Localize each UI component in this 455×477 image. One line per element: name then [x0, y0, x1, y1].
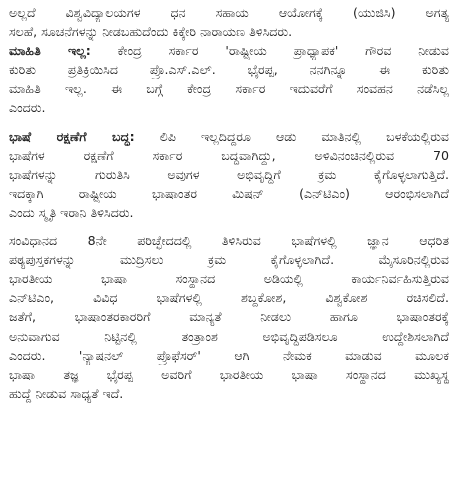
- article-line: ಅನುವಾಗುವ ನಿಟ್ಟಿನಲ್ಲಿ ತಂತ್ರಾಂಶ ಅಭಿವೃದ್ಧಿಪಡಿಸಲೂ ಉದ್ದೇಶಿಸಲಾಗಿದೆ: [9, 328, 449, 344]
- article-line: ಸಲಹೆ, ಸೂಚನೆಗಳನ್ನು ನೀಡಬಹುದೆಂದು ಕಿಕ್ಕೇರಿ ನಾರಾಯಣ ತಿಳಿಸಿದರು.: [9, 24, 293, 40]
- article-line: ಎಂದರು. 'ನ್ಯಾಷನಲ್ ಪ್ರೊಫೆಸರ್' ಆಗಿ ನೇಮಕ ಮಾಡುವ ಮೂಲಕ: [9, 347, 449, 363]
- paragraph-translation-mission: [9, 231, 449, 403]
- article-line: ಭಾಷೆಗಳ ರಕ್ಷಣೆಗೆ ಸರ್ಕಾರ ಬದ್ಧವಾಗಿದ್ದು, ಅಳಿವಿನಂಚಿನಲ್ಲಿರುವ 70: [9, 147, 449, 163]
- article-line: ಪಠ್ಯಪುಸ್ತಕಗಳನ್ನು ಮುದ್ರಿಸಲು ಕ್ರಮ ಕೈಗೊಳ್ಳಲಾಗಿದೆ. ಮೈಸೂರಿನಲ್ಲಿರುವ: [9, 252, 449, 268]
- article-line: ಇದಕ್ಕಾಗಿ ರಾಷ್ಟ್ರೀಯ ಭಾಷಾಂತರ ಮಿಷನ್ (ಎನ್‌ಟಿಎಂ) ಆರಂಭಿಸಲಾಗಿದೆ: [9, 185, 449, 201]
- article-line: ಭಾಷೆಗಳನ್ನು ಗುರುತಿಸಿ ಅವುಗಳ ಅಭಿವೃದ್ಧಿಗೆ ಕ್ರಮ ಕೈಗೊಳ್ಳಲಾಗುತ್ತಿದೆ.: [9, 166, 449, 182]
- article-line: ಮಾಹಿತಿ ಇಲ್ಲ. ಈ ಬಗ್ಗೆ ಕೇಂದ್ರ ಸರ್ಕಾರ ಇದುವರೆಗೆ ಸಂವಹನ ನಡೆಸಿಲ್ಲ: [9, 81, 449, 97]
- paragraph-no-information: [9, 41, 449, 117]
- article-line: ಕುರಿತು ಪ್ರತಿಕ್ರಿಯಿಸಿದ ಪ್ರೊ.ಎಸ್.ಎಲ್. ಭೈರಪ್ಪ, ನನಗಿನ್ನೂ ಈ ಕುರಿತು: [9, 62, 449, 78]
- article-line: ಎನ್‌ಟಿಎಂ, ವಿವಿಧ ಭಾಷೆಗಳಲ್ಲಿ ಶಬ್ದಕೋಶ, ವಿಶ್ವಕೋಶ ರಚಿಸಲಿದೆ.: [9, 290, 449, 306]
- article-line: ಭಾಷಾ ತಜ್ಞ ಭೈರಪ್ಪ ಅವರಿಗೆ ಭಾರತೀಯ ಭಾಷಾ ಸಂಸ್ಥಾನದ ಮುಖ್ಯಸ್ಥ: [9, 366, 449, 382]
- article-line: ಅಲ್ಲದೆ ವಿಶ್ವವಿದ್ಯಾಲಯಗಳ ಧನ ಸಹಾಯ ಆಯೋಗಕ್ಕೆ (ಯುಜಿಸಿ) ಅಗತ್ಯ: [9, 5, 449, 20]
- article-line-text: ಲಿಪಿ ಇಲ್ಲದಿದ್ದರೂ ಆಡು ಮಾತಿನಲ್ಲಿ ಬಳಕೆಯಲ್ಲಿರುವ: [134, 128, 449, 144]
- section-heading: ಮಾಹಿತಿ ಇಲ್ಲ:: [9, 43, 91, 59]
- article-line: [9, 41, 449, 60]
- article-line: [9, 127, 449, 146]
- article-line: ಎಂದರು.: [9, 100, 46, 116]
- paragraph-ugc-advice: [9, 3, 449, 41]
- article-line-text: ಕೇಂದ್ರ ಸರ್ಕಾರ 'ರಾಷ್ಟ್ರೀಯ ಪ್ರಾಧ್ಯಾಪಕ' ಗೌರವ ನೀಡುವ: [90, 43, 449, 59]
- article-line: ಜತೆಗೆ, ಭಾಷಾಂತರಕಾರರಿಗೆ ಮಾನ್ಯತೆ ನೀಡಲು ಹಾಗೂ ಭಾಷಾಂತರಕ್ಕೆ: [9, 309, 449, 325]
- paragraph-language-protection: [9, 127, 449, 222]
- article-line: ಹುದ್ದೆ ನೀಡುವ ಸಾಧ್ಯತೆ ಇದೆ.: [9, 385, 124, 401]
- article-line: ಭಾರತೀಯ ಭಾಷಾ ಸಂಸ್ಥಾನದ ಅಡಿಯಲ್ಲಿ ಕಾರ್ಯನಿರ್ವಹಿಸುತ್ತಿರುವ: [9, 271, 449, 287]
- article-line: ಎಂದು ಸ್ಮೃತಿ ಇರಾನಿ ತಿಳಿಸಿದರು.: [9, 204, 134, 220]
- section-heading: ಭಾಷೆ ರಕ್ಷಣೆಗೆ ಬದ್ಧ:: [9, 128, 135, 144]
- article-line: ಸಂವಿಧಾನದ 8ನೇ ಪರಿಚ್ಛೇದದಲ್ಲಿ ತಿಳಿಸಿರುವ ಭಾಷೆಗಳಲ್ಲಿ ಜ್ಞಾನ ಆಧರಿತ: [9, 233, 449, 249]
